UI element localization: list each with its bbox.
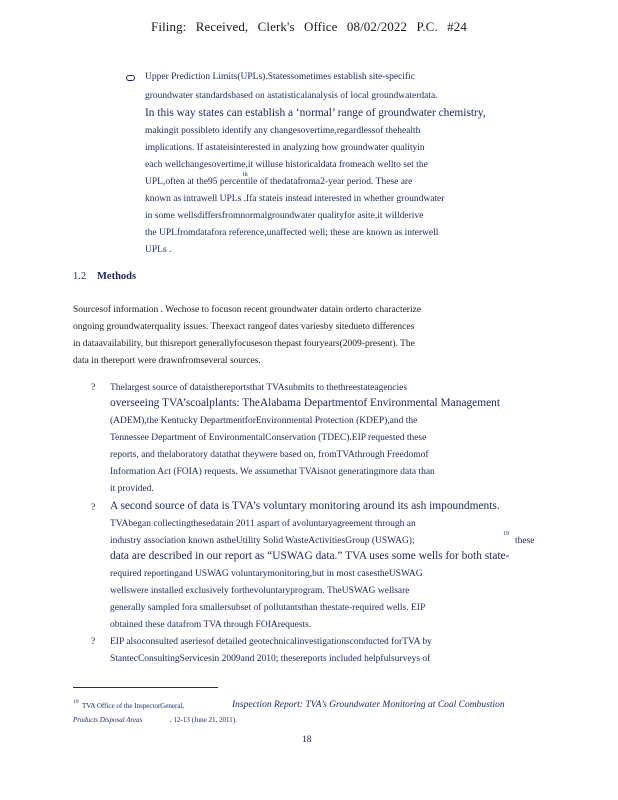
bullet2-line-6: wellswere installed exclusively forthevoluntaryprogram. TheUSWAG wellsare [110,586,410,596]
intro-line-2: groundwater standardsbased on astatisticalanalysis of local groundwaterdata. [145,91,438,101]
intro-line-8: known as intrawell UPLs .Ifa stateis instead interested in whether groundwater [145,194,445,204]
bullet2-line-3: industry association known astheUtility Solid WasteActivitiesGroup (USWAG); [110,536,415,546]
methods-line-4: data in thereport were drawnfromseveral sources. [73,356,261,366]
filing-header: Filing: Received, Clerk's Office 08/02/2022 P.C. #24 [151,19,467,34]
bullet2-line-8: obtained these datafrom TVA through FOIArequests. [110,620,312,630]
footnote-ref-19: 19 [503,531,509,537]
footnote-prefix: TVA Office of the InspectorGeneral, [82,702,185,710]
footnote-number: 19 [73,699,79,705]
footnote-title: Inspection Report: TVA’s Groundwater Monitoring at Coal Combustion [232,700,505,710]
footnote-line2-italic: Products Disposal Areas [73,716,143,724]
bullet1-line-6: Information Act (FOIA) requests. We assumethat TVAisnot generatingmore data than [110,467,435,477]
bullet1-line-1: Thelargest source of dataisthereportsthat TVAsubmits to thethreestateagencies [110,383,408,393]
footnote-divider [73,687,218,688]
intro-line-11: UPLs . [145,245,172,255]
bullet-marker-1: ? [91,383,96,393]
intro-line-3: In this way states can establish a ‘normal’ range of groundwater chemistry, [145,107,486,119]
intro-line-7: UPL,often at the95 percentile of thedatafroma2-year period. These are [145,177,413,187]
bullet1-line-3: (ADEM),the Kentucky DepartmentforEnvironmental Protection (KDEP),and the [110,416,418,426]
section-title: Methods [97,271,137,282]
page-number: 18 [302,735,312,745]
bullet2-line-4: data are described in our report as “USWAG data.” TVA uses some wells for both state- [110,550,510,562]
bullet2-line-5: required reportingand USWAG voluntarymonitoring,but in most casestheUSWAG [110,569,423,579]
methods-line-1: Sourcesof information . Wechose to focuson recent groundwater datain orderto characterize [73,305,422,315]
bullet-marker-2: ? [91,503,96,513]
bullet2-line-1: A second source of data is TVA’s voluntary monitoring around its ash impoundments. [110,500,500,512]
bullet1-line-7: it provided. [110,484,154,494]
intro-line-10: the UPLfromdatafora reference,unaffected well; these are known as interwell [145,228,439,238]
bullet-marker-3: ? [91,637,96,647]
methods-line-3: in dataavailability, but thisreport generallyfocuseson thepast fouryears(2009-present). The [73,339,415,349]
intro-line-1: Upper Prediction Limits(UPLs).Statessometimes establish site-specific [145,72,415,82]
intro-line-6: each wellchangesovertime,it willuse historicaldata fromeach wellto set the [145,160,428,170]
footnote-line2-rest: , 12-13 (June 21, 2011). [170,716,237,724]
bullet1-line-2: overseeing TVA’scoalplants: TheAlabama Departmentof Environmental Management [110,397,501,409]
methods-line-2: ongoing groundwaterquality issues. Theexact rangeof dates variesby sitedueto differences [73,322,415,332]
ordinal-superscript: th [243,172,248,178]
intro-line-4: makingit possibleto identify any changesovertime,regardlessof thehealth [145,126,421,136]
bullet2-trailing-word: these [515,536,535,546]
bullet3-line-2: StantecConsultingServicesin 2009and 2010; thesereports included helpfulsurveys of [110,654,431,664]
bullet2-line-7: generally sampled fora smallersubset of pollutantsthan thestate-required wells. EIP [110,603,426,613]
intro-line-9: in some wellsdiffersfromnormalgroundwater qualityfor asite,it willderive [145,211,424,221]
section-number: 1.2 [73,271,87,282]
intro-line-5: implications. If astateisinterested in analyzing how groundwater qualityin [145,143,425,153]
bullet2-line-2: TVAbegan collectingthesedatain 2011 aspart of avoluntaryagreement through an [110,519,416,529]
bullet1-line-4: Tennessee Department of EnvironmentalConservation (TDEC).EIP requested these [110,433,427,443]
bullet1-line-5: reports, and thelaboratory datathat theywere based on, fromTVAthrough Freedomof [110,450,429,460]
hollow-bullet-icon [126,75,135,81]
bullet3-line-1: EIP alsoconsulted aseriesof detailed geotechnicalinvestigationsconducted forTVA by [110,637,432,647]
